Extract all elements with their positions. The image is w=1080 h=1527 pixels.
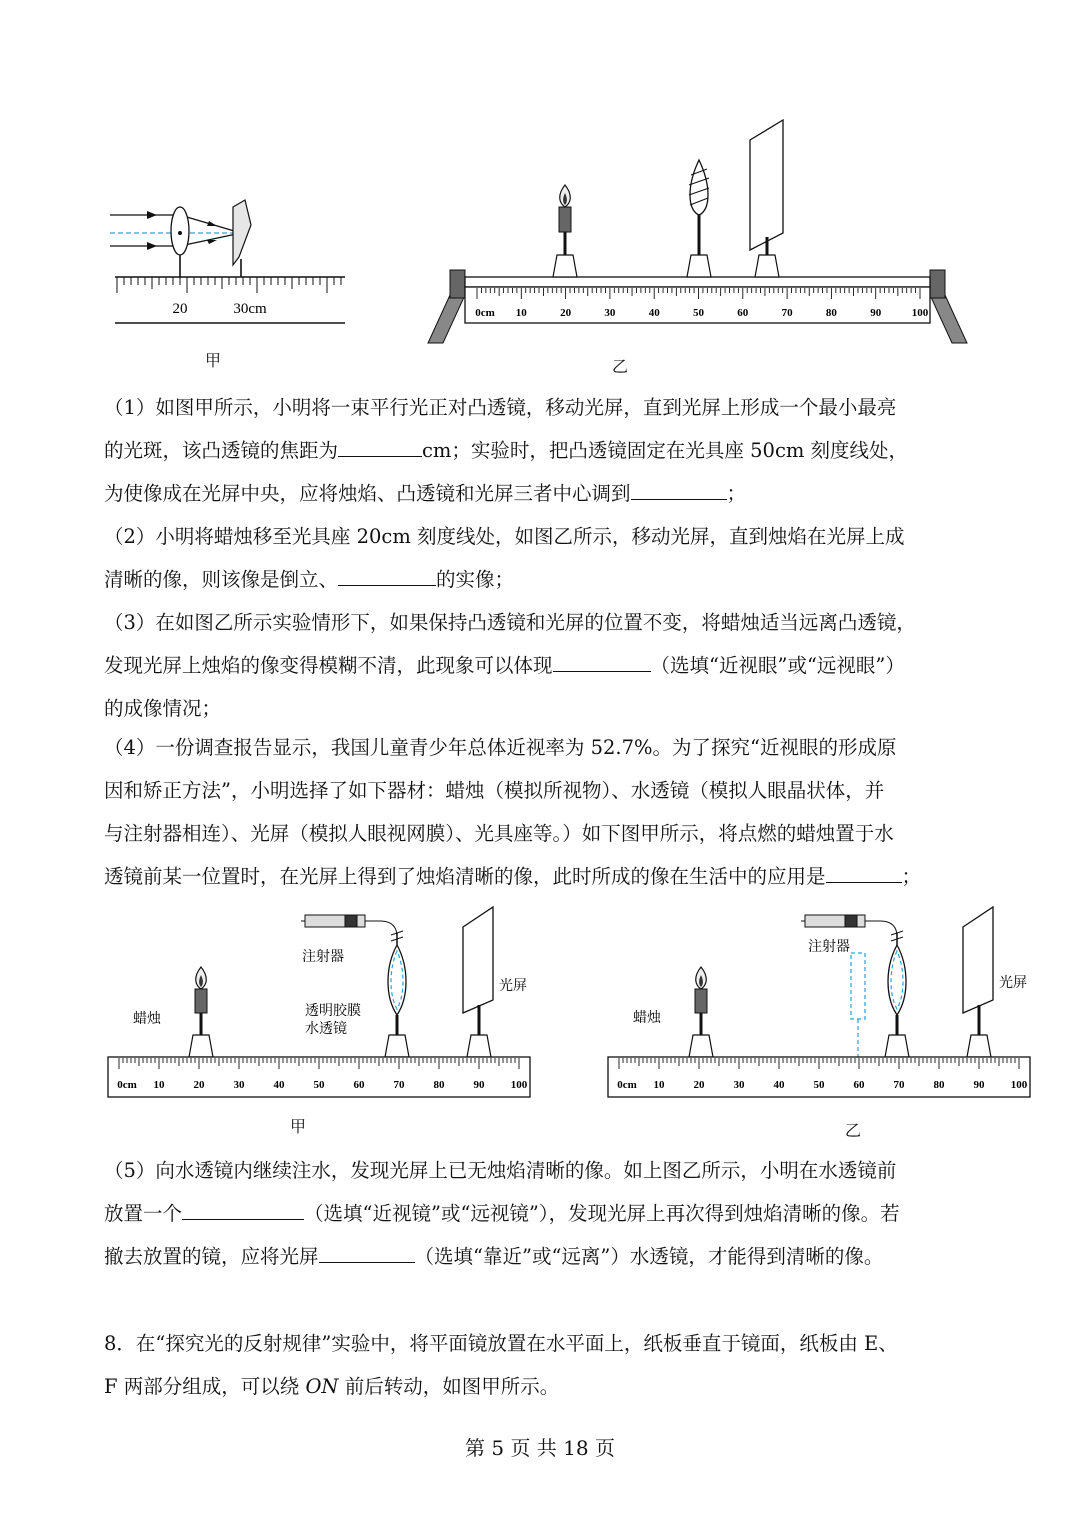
text-line: 的成像情况；: [104, 697, 222, 720]
answer-blank[interactable]: [338, 565, 436, 586]
syringe-label: 注射器: [302, 950, 344, 965]
ruler-label: 60: [737, 307, 749, 319]
light-screen: [463, 907, 493, 1057]
film-label: 透明胶膜: [305, 1004, 361, 1019]
figure-caption: 甲: [205, 351, 222, 370]
text-line: 因和矫正方法”，小明选择了如下器材：蜡烛（模拟所视物）、水透镜（模拟人眼晶状体，并: [104, 779, 885, 802]
ruler-label: 20: [560, 307, 572, 319]
ruler-label: 10: [515, 307, 527, 319]
candle-label: 蜡烛: [633, 1011, 661, 1026]
ruler-label: 80: [933, 1079, 945, 1091]
ruler-label: 20: [193, 1079, 205, 1091]
bench-leg-left: [428, 295, 465, 343]
figure-optical-bench: [425, 115, 970, 350]
text-line: （5）向水透镜内继续注水，发现光屏上已无烛焰清晰的像。如上图乙所示，小明在水透镜前: [104, 1159, 897, 1182]
ruler-label: 100: [911, 307, 929, 319]
figure-caption: 甲: [290, 1117, 307, 1136]
answer-blank[interactable]: [553, 651, 651, 672]
light-screen: [963, 907, 993, 1057]
answer-blank[interactable]: [182, 1199, 304, 1220]
figure-caption: 乙: [612, 357, 629, 376]
tick-label: 20: [172, 301, 188, 317]
text-line: 透镜前某一位置时，在光屏上得到了烛焰清晰的像，此时所成的像在生活中的应用是 ；: [104, 855, 984, 898]
text-line: （3）在如图乙所示实验情形下，如果保持凸透镜和光屏的位置不变，将蜡烛适当远离凸透镜，: [104, 611, 916, 634]
ruler-label: 70: [893, 1079, 905, 1091]
answer-blank[interactable]: [631, 479, 727, 500]
figure-caption: 乙: [845, 1121, 862, 1140]
text-line: （4）一份调查报告显示，我国儿童青少年总体近视率为 52.7%。为了探究“近视眼的形成原: [104, 736, 897, 759]
ruler-label: 90: [473, 1079, 485, 1091]
bench-leg-right: [930, 295, 967, 343]
ruler-label: 90: [870, 307, 882, 319]
question-7-part-4: [104, 726, 984, 898]
text-line: 撤去放置的镜，应将光屏 （选填“靠近”或“远离”）水透镜，才能得到清晰的像。: [104, 1235, 984, 1278]
ruler-label: 50: [313, 1079, 325, 1091]
candle-label: 蜡烛: [133, 1012, 161, 1027]
ruler-ticks: [117, 277, 341, 293]
light-screen: [233, 200, 251, 265]
ruler-label: 60: [353, 1079, 365, 1091]
ruler-label: 40: [773, 1079, 785, 1091]
candle: [553, 185, 577, 277]
ruler-label: 80: [433, 1079, 445, 1091]
ruler-label: 50: [813, 1079, 825, 1091]
text-line: 为使像成在光屏中央，应将烛焰、凸透镜和光屏三者中心调到 ；: [104, 472, 984, 515]
text-line: 发现光屏上烛焰的像变得模糊不清，此现象可以体现 （选填“近视眼”或“远视眼”）: [104, 644, 984, 687]
syringe: [801, 915, 897, 937]
question-8: [104, 1322, 984, 1408]
lens-placeholder: [851, 953, 865, 1057]
text-line: 放置一个 （选填“近视镜”或“远视镜”），发现光屏上再次得到烛焰清晰的像。若: [104, 1192, 984, 1235]
ruler-label: 90: [973, 1079, 985, 1091]
ruler-label: 30: [233, 1079, 245, 1091]
ruler-label: 70: [393, 1079, 405, 1091]
text-line: 与注射器相连）、光屏（模拟人眼视网膜）、光具座等。）如下图甲所示，将点燃的蜡烛置于水: [104, 822, 894, 845]
question-7-part-1: [104, 386, 984, 515]
text-line: 的光斑，该凸透镜的焦距为 cm；实验时，把凸透镜固定在光具座 50cm 刻度线处，: [104, 429, 984, 472]
ruler-label: 40: [273, 1079, 285, 1091]
ruler-label: 30: [604, 307, 616, 319]
screen-label: 光屏: [999, 976, 1027, 991]
water-lens-label: 水透镜: [305, 1022, 347, 1037]
text-line: （2）小明将蜡烛移至光具座 20cm 刻度线处，如图乙所示，移动光屏，直到烛焰在光屏上成: [104, 525, 905, 548]
figure-water-lens-a: [105, 905, 535, 1105]
figure-water-lens-b: [605, 905, 1035, 1105]
ruler-label: 20: [693, 1079, 705, 1091]
ruler-label: 100: [1010, 1079, 1028, 1091]
ruler-label: 80: [825, 307, 837, 319]
answer-blank[interactable]: [338, 436, 422, 457]
ruler-label: 50: [693, 307, 704, 319]
text-line: （1）如图甲所示，小明将一束平行光正对凸透镜，移动光屏，直到光屏上形成一个最小最亮: [104, 396, 897, 419]
question-7-part-2: [104, 515, 984, 601]
ruler-label: 100: [510, 1079, 528, 1091]
ruler-label: 0cm: [475, 307, 495, 319]
ruler-label: 10: [153, 1079, 165, 1091]
syringe: [301, 915, 397, 937]
candle: [189, 967, 213, 1057]
ruler-label: 40: [648, 307, 660, 319]
ruler-label: 0cm: [117, 1079, 137, 1091]
screen-label: 光屏: [499, 979, 527, 994]
ruler-label: 60: [853, 1079, 865, 1091]
question-7-part-3: [104, 601, 984, 730]
text-line: F 两部分组成，可以绕 ON 前后转动，如图甲所示。: [104, 1375, 560, 1398]
text-line: 清晰的像，则该像是倒立、 的实像；: [104, 558, 984, 601]
syringe-label: 注射器: [808, 940, 850, 955]
convex-lens: [687, 160, 711, 277]
text-line: 8．在“探究光的反射规律”实验中，将平面镜放置在水平面上，纸板垂直于镜面，纸板由 E、: [104, 1332, 898, 1355]
ruler-label: 0cm: [617, 1079, 637, 1091]
ruler-label: 70: [781, 307, 793, 319]
figure-focal-length: [105, 195, 350, 335]
answer-blank[interactable]: [826, 862, 902, 883]
tick-label: 30cm: [233, 301, 267, 317]
ruler-label: 30: [733, 1079, 745, 1091]
ruler-label: 10: [653, 1079, 665, 1091]
water-lens: [385, 931, 409, 1057]
question-7-part-5: [104, 1149, 984, 1278]
water-lens: [885, 931, 909, 1057]
page-footer: 第 5 页 共 18 页: [465, 1436, 615, 1460]
answer-blank[interactable]: [319, 1242, 415, 1263]
light-screen: [750, 120, 783, 277]
candle: [689, 967, 713, 1057]
